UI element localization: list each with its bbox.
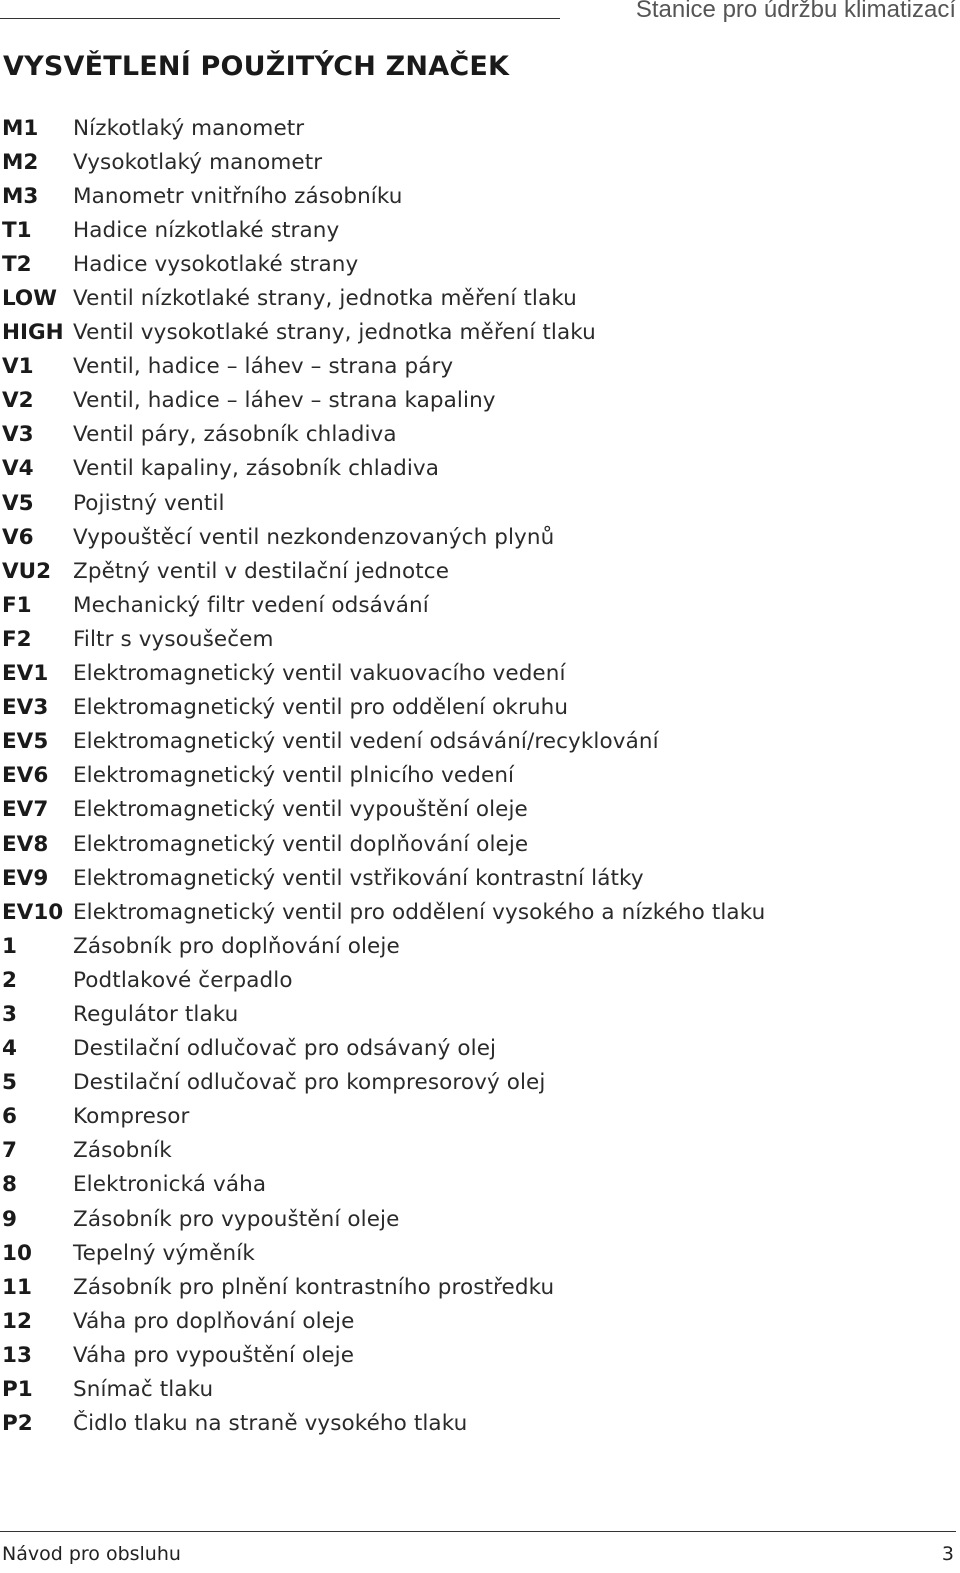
legend-item [2, 418, 952, 452]
legend-item [2, 1134, 952, 1168]
legend-description: Zásobník pro vypouštění oleje [73, 1206, 400, 1232]
legend-code: P2 [2, 1411, 33, 1437]
footer-rule [0, 1531, 956, 1532]
legend-item [2, 1407, 952, 1441]
legend-description: Mechanický filtr vedení odsávání [73, 592, 429, 618]
legend-item [2, 861, 952, 895]
legend-code: T1 [2, 217, 32, 243]
legend-code: 13 [2, 1342, 32, 1368]
legend-item [2, 452, 952, 486]
legend-item [2, 657, 952, 691]
legend-description: Elektromagnetický ventil pro oddělení vysokého a nízkého tlaku [73, 899, 766, 925]
legend-code: EV1 [2, 661, 49, 687]
legend-item [2, 1338, 952, 1372]
legend-description: Kompresor [73, 1104, 190, 1130]
legend-item [2, 145, 952, 179]
legend-description: Čidlo tlaku na straně vysokého tlaku [73, 1411, 468, 1437]
legend-description: Hadice nízkotlaké strany [73, 217, 340, 243]
legend-description: Manometr vnitřního zásobníku [73, 183, 403, 209]
legend-description: Ventil, hadice – láhev – strana kapaliny [73, 388, 496, 414]
legend-code: F1 [2, 592, 32, 618]
legend-item [2, 1202, 952, 1236]
legend-description: Tepelný výměník [73, 1240, 255, 1266]
header-rule [0, 18, 560, 19]
legend-code: V1 [2, 354, 34, 380]
legend-code: HIGH [2, 320, 64, 346]
legend-description: Filtr s vysoušečem [73, 626, 274, 652]
symbol-legend-list [2, 111, 952, 1441]
legend-code: 6 [2, 1104, 17, 1130]
legend-item [2, 213, 952, 247]
legend-code: M3 [2, 183, 39, 209]
legend-description: Vypouštěcí ventil nezkondenzovaných plynů [73, 524, 555, 550]
legend-code: T2 [2, 251, 32, 277]
legend-item [2, 1100, 952, 1134]
legend-code: EV5 [2, 729, 49, 755]
legend-description: Hadice vysokotlaké strany [73, 251, 359, 277]
legend-code: 9 [2, 1206, 17, 1232]
legend-code: V5 [2, 490, 34, 516]
legend-description: Váha pro doplňování oleje [73, 1308, 355, 1334]
legend-code: V4 [2, 456, 34, 482]
legend-code: 2 [2, 967, 17, 993]
legend-description: Nízkotlaký manometr [73, 115, 305, 141]
legend-code: 1 [2, 933, 17, 959]
legend-description: Elektromagnetický ventil vedení odsávání/recyklování [73, 729, 659, 755]
legend-item [2, 793, 952, 827]
legend-item [2, 179, 952, 213]
legend-description: Podtlakové čerpadlo [73, 967, 293, 993]
legend-code: 4 [2, 1036, 17, 1062]
legend-item [2, 691, 952, 725]
legend-description: Ventil nízkotlaké strany, jednotka měření tlaku [73, 286, 577, 312]
legend-item [2, 1168, 952, 1202]
legend-description: Snímač tlaku [73, 1377, 214, 1403]
legend-code: EV9 [2, 865, 49, 891]
legend-code: F2 [2, 626, 32, 652]
legend-item [2, 997, 952, 1031]
legend-description: Ventil vysokotlaké strany, jednotka měření tlaku [73, 320, 596, 346]
legend-description: Vysokotlaký manometr [73, 149, 323, 175]
legend-description: Elektromagnetický ventil vstřikování kontrastní látky [73, 865, 644, 891]
legend-item [2, 520, 952, 554]
legend-description: Pojistný ventil [73, 490, 225, 516]
legend-description: Regulátor tlaku [73, 1001, 239, 1027]
legend-code: M1 [2, 115, 39, 141]
legend-description: Destilační odlučovač pro kompresorový olej [73, 1070, 546, 1096]
legend-code: P1 [2, 1377, 33, 1403]
legend-item [2, 350, 952, 384]
legend-code: V2 [2, 388, 34, 414]
legend-item [2, 1032, 952, 1066]
legend-description: Zpětný ventil v destilační jednotce [73, 558, 450, 584]
legend-code: EV7 [2, 797, 49, 823]
legend-item [2, 247, 952, 281]
legend-description: Zásobník [73, 1138, 172, 1164]
section-heading: VYSVĚTLENÍ POUŽITÝCH ZNAČEK [3, 51, 510, 82]
running-header-title: Stanice pro údržbu klimatizací [635, 0, 956, 23]
legend-description: Elektromagnetický ventil doplňování oleje [73, 831, 529, 857]
legend-code: V6 [2, 524, 34, 550]
legend-description: Destilační odlučovač pro odsávaný olej [73, 1036, 497, 1062]
legend-description: Ventil páry, zásobník chladiva [73, 422, 397, 448]
legend-description: Elektromagnetický ventil plnicího vedení [73, 763, 515, 789]
page-number: 3 [941, 1543, 954, 1565]
legend-description: Elektromagnetický ventil pro oddělení okruhu [73, 695, 569, 721]
legend-code: M2 [2, 149, 39, 175]
legend-code: 3 [2, 1001, 17, 1027]
legend-code: 8 [2, 1172, 17, 1198]
legend-item [2, 1270, 952, 1304]
legend-code: LOW [2, 286, 57, 312]
legend-code: 11 [2, 1274, 32, 1300]
legend-item [2, 486, 952, 520]
legend-description: Elektromagnetický ventil vypouštění oleje [73, 797, 528, 823]
footer-document-title: Návod pro obsluhu [2, 1543, 181, 1565]
legend-code: 10 [2, 1240, 32, 1266]
legend-code: EV10 [2, 899, 64, 925]
legend-code: 7 [2, 1138, 17, 1164]
legend-item [2, 827, 952, 861]
legend-item [2, 281, 952, 315]
legend-code: 12 [2, 1308, 32, 1334]
legend-item [2, 384, 952, 418]
legend-item [2, 929, 952, 963]
legend-item [2, 111, 952, 145]
legend-item [2, 1304, 952, 1338]
legend-item [2, 963, 952, 997]
legend-description: Ventil, hadice – láhev – strana páry [73, 354, 454, 380]
legend-description: Zásobník pro doplňování oleje [73, 933, 400, 959]
legend-code: EV6 [2, 763, 49, 789]
legend-item [2, 1066, 952, 1100]
legend-item [2, 554, 952, 588]
legend-description: Elektronická váha [73, 1172, 267, 1198]
legend-item [2, 759, 952, 793]
legend-code: EV3 [2, 695, 49, 721]
legend-item [2, 725, 952, 759]
legend-item [2, 1372, 952, 1406]
legend-code: V3 [2, 422, 34, 448]
legend-code: EV8 [2, 831, 49, 857]
legend-item [2, 895, 952, 929]
legend-item [2, 1236, 952, 1270]
legend-description: Elektromagnetický ventil vakuovacího vedení [73, 661, 566, 687]
legend-item [2, 588, 952, 622]
legend-code: 5 [2, 1070, 17, 1096]
legend-item [2, 622, 952, 656]
legend-description: Ventil kapaliny, zásobník chladiva [73, 456, 440, 482]
legend-description: Zásobník pro plnění kontrastního prostředku [73, 1274, 555, 1300]
legend-description: Váha pro vypouštění oleje [73, 1342, 355, 1368]
legend-code: VU2 [2, 558, 52, 584]
legend-item [2, 316, 952, 350]
